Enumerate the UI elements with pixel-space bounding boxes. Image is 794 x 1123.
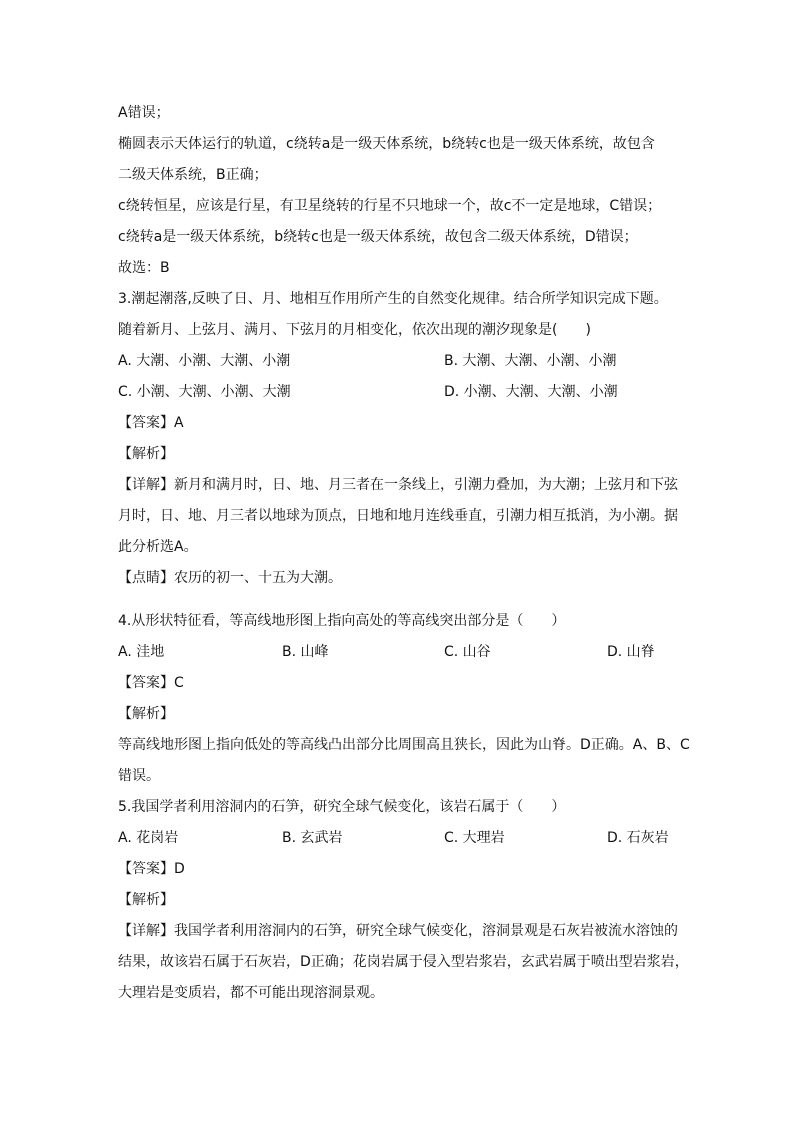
q5-option-c: C. 大理岩 — [444, 830, 505, 846]
q3-option-d: D. 小潮、大潮、大潮、小潮 — [444, 384, 618, 400]
q2-text-line: c绕转恒星，应该是行星，有卫星绕转的行星不只地球一个，故c不一定是地球，C错误； — [118, 198, 662, 214]
q4-option-a: A. 洼地 — [118, 644, 165, 660]
q5-option-b: B. 玄武岩 — [282, 830, 343, 846]
q3-stem: 随着新月、上弦月、满月、下弦月的月相变化，依次出现的潮汐现象是( ) — [118, 322, 591, 338]
q5-option-d: D. 石灰岩 — [607, 830, 669, 846]
q5-detail-line: 【详解】我国学者利用溶洞内的石笋，研究全球气候变化，溶洞景观是石灰岩被流水溶蚀的 — [118, 923, 678, 939]
q3-answer: 【答案】A — [118, 415, 184, 431]
q3-detail-line: 此分析选A。 — [118, 539, 198, 555]
q5-option-a: A. 花岗岩 — [118, 830, 179, 846]
q4-option-d: D. 山脊 — [607, 644, 655, 660]
q4-option-c: C. 山谷 — [444, 644, 491, 660]
q2-text-line: 二级天体系统，B正确； — [118, 167, 268, 183]
q4-option-b: B. 山峰 — [282, 644, 329, 660]
q5-analysis-label: 【解析】 — [118, 892, 174, 908]
q5-answer: 【答案】D — [118, 861, 185, 877]
q2-text-line: 故选：B — [118, 260, 170, 276]
q4-analysis-line: 错误。 — [118, 768, 160, 784]
q3-detail-line: 【详解】新月和满月时，日、地、月三者在一条线上，引潮力叠加，为大潮；上弦月和下弦 — [118, 477, 678, 493]
q2-text-line: 椭圆表示天体运行的轨道，c绕转a是一级天体系统，b绕转c也是一级天体系统，故包含 — [118, 136, 655, 152]
q5-detail-line: 大理岩是变质岩，都不可能出现溶洞景观。 — [118, 985, 384, 1001]
q3-intro: 3.潮起潮落,反映了日、月、地相互作用所产生的自然变化规律。结合所学知识完成下题。 — [118, 291, 668, 307]
q3-option-b: B. 大潮、大潮、小潮、小潮 — [444, 353, 617, 369]
q3-tip: 【点睛】农历的初一、十五为大潮。 — [118, 570, 342, 586]
q3-option-a: A. 大潮、小潮、大潮、小潮 — [118, 353, 291, 369]
q3-analysis-label: 【解析】 — [118, 446, 174, 462]
q4-answer: 【答案】C — [118, 675, 184, 691]
q4-analysis-label: 【解析】 — [118, 706, 174, 722]
q4-stem: 4.从形状特征看，等高线地形图上指向高处的等高线突出部分是（ ） — [118, 613, 566, 629]
q3-option-c: C. 小潮、大潮、小潮、大潮 — [118, 384, 291, 400]
q5-detail-line: 结果，故该岩石属于石灰岩，D正确；花岗岩属于侵入型岩浆岩，玄武岩属于喷出型岩浆岩， — [118, 954, 689, 970]
q2-text-line: A错误； — [118, 105, 170, 121]
q3-detail-line: 月时，日、地、月三者以地球为顶点，日地和地月连线垂直，引潮力相互抵消，为小潮。据 — [118, 508, 678, 524]
q2-text-line: c绕转a是一级天体系统，b绕转c也是一级天体系统，故包含二级天体系统，D错误； — [118, 229, 638, 245]
q5-stem: 5.我国学者利用溶洞内的石笋，研究全球气候变化，该岩石属于（ ） — [118, 799, 566, 815]
q4-analysis-line: 等高线地形图上指向低处的等高线凸出部分比周围高且狭长，因此为山脊。D正确。A、B、C — [118, 737, 690, 753]
